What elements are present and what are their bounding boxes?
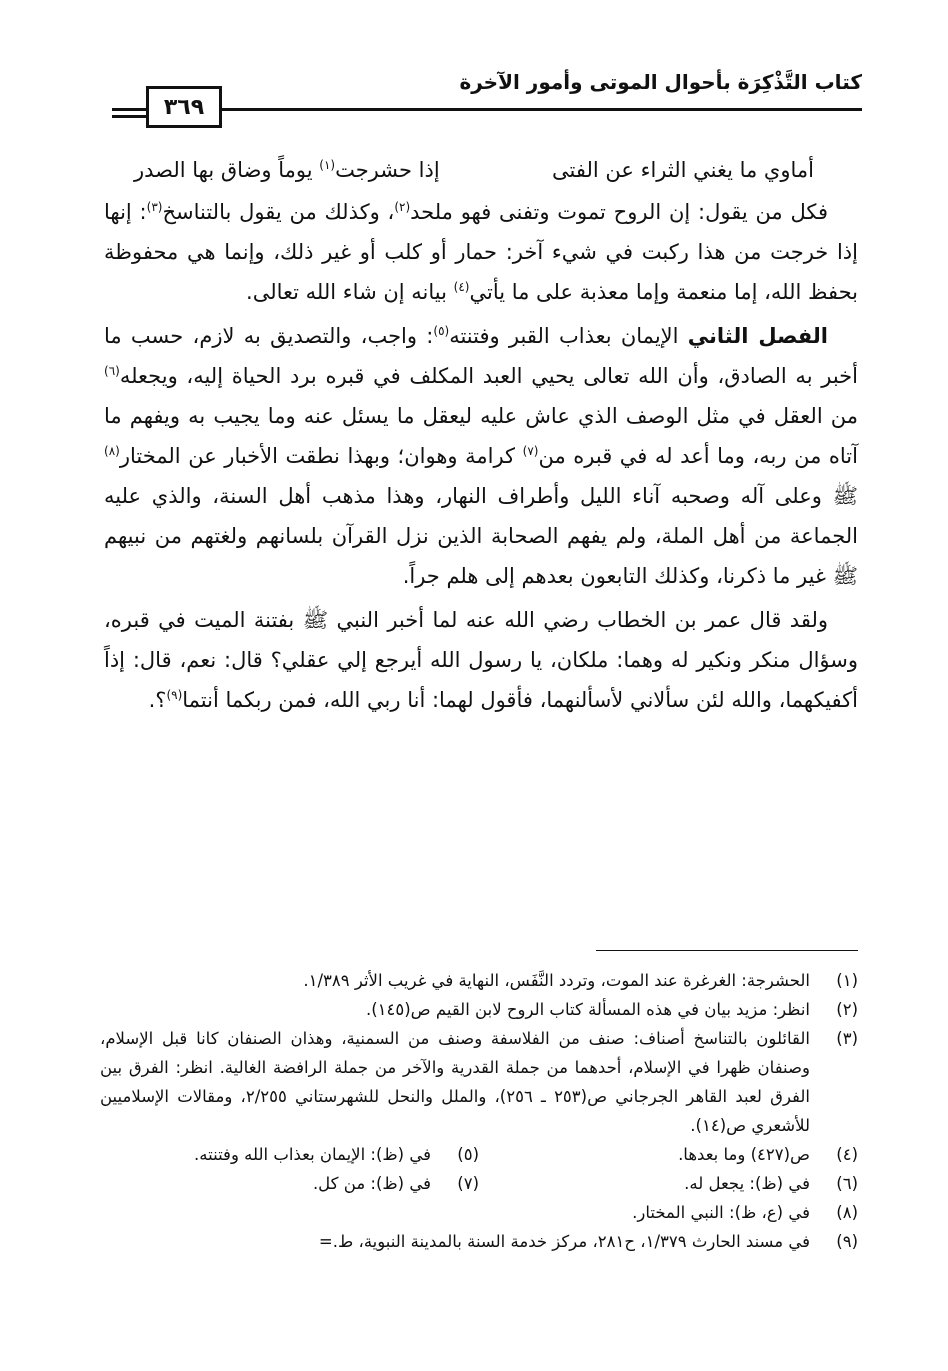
footnote-ref: (٨) [104, 444, 120, 458]
paragraph-soul [104, 192, 858, 312]
poem-verse [104, 150, 858, 190]
text-run: ﷺ وعلى آله وصحبه آناء الليل وأطراف النهار، وهذا مذهب أهل السنة، والذي عليه الجماعة من أهل الملة، ولم يفهم الصحابة الذين نزل القرآن بلسانهم ولغتهم من نبيهم ﷺ غير ما ذكرنا، وكذلك التابعون بعدهم إلى هلم جراً. [104, 484, 858, 588]
text-run: ؟. [148, 688, 167, 712]
text-run: : إنها إذا خرجت من هذا ركبت في شيء آخر: حمار أو كلب أو غير ذلك، وإنما هي محفوظة بحفظ الله، إما منعمة وإما معذبة على ما يأتي [104, 200, 858, 304]
section-heading: الفصل الثاني [687, 324, 828, 348]
footnote-text: في (ظ): الإيمان بعذاب الله وفتنته. [194, 1145, 431, 1164]
footnote [100, 1198, 858, 1227]
footnote [100, 1024, 858, 1140]
running-title: كتاب التَّذْكِرَة بأحوال الموتى وأمور الآخرة [459, 70, 862, 94]
header-rule [112, 108, 862, 111]
text-run: بيانه إن شاء الله تعالى. [246, 280, 454, 304]
footnote [479, 1169, 858, 1198]
footnote-pair [100, 1169, 858, 1198]
footnote-ref: (٥) [433, 324, 450, 338]
footnote-ref: (٢) [394, 200, 411, 214]
footnote-text: في (ظ): من كل. [312, 1174, 431, 1193]
text-run: ولقد قال عمر بن الخطاب رضي الله عنه لما أخبر النبي ﷺ بفتنة الميت في قبره، وسؤال منكر ونكير له وهما: ملكان، يا رسول الله أيرجع إلي عقلي؟ قال: نعم، قال: إذاً أكفيكهما، والله لئن سألاني لأسألنهما، فأقول لهما: أنا ربي الله، فمن ربكما أنتما [104, 608, 858, 712]
footnote-ref: (٩) [166, 688, 183, 702]
footnote-separator [596, 950, 858, 951]
text-run: كرامة وهوان؛ وبهذا نطقت الأخبار عن المختار [119, 444, 523, 468]
footnote-ref: (٣) [146, 200, 163, 214]
verse-second-hemistich [134, 150, 440, 190]
text-run: فكل من يقول: إن الروح تموت وتفنى فهو ملحد [410, 200, 829, 224]
footnote [100, 1227, 858, 1256]
footnote-text: انظر: مزيد بيان في هذه المسألة كتاب الروح لابن القيم ص(١٤٥). [365, 1000, 810, 1019]
footnote [479, 1140, 858, 1169]
footnote [100, 995, 858, 1024]
verse-text: إذا حشرجت [335, 158, 440, 182]
footnote-number: (٢) [836, 1000, 858, 1019]
footnote-ref: (٦) [104, 364, 120, 378]
footnote-pair [100, 1140, 858, 1169]
footnote-text: في مسند الحارث ١/٣٧٩، ح٢٨١، مركز خدمة السنة بالمدينة النبوية، ط.= [318, 1232, 810, 1251]
footnote-number: (٨) [836, 1203, 858, 1222]
paragraph-chapter-two [104, 316, 858, 596]
footnote-text: في (ظ): يجعل له. [684, 1174, 810, 1193]
footnote-ref: (٤) [453, 280, 470, 294]
footnote-text: الحشرجة: الغرغرة عند الموت، وتردد النَّفَس، النهاية في غريب الأثر ١/٣٨٩. [303, 971, 810, 990]
footnote [100, 1169, 479, 1198]
text-run: ، وكذلك من يقول بالتناسخ [162, 200, 395, 224]
verse-first-hemistich: أماوي ما يغني الثراء عن الفتى [552, 158, 814, 182]
footnote [100, 1140, 479, 1169]
footnote-ref: (٧) [522, 444, 539, 458]
page-number: ٣٦٩ [146, 86, 222, 128]
paragraph-umar [104, 600, 858, 720]
footnote-number: (٣) [836, 1029, 858, 1048]
text-run: الإيمان بعذاب القبر وفتنته [449, 324, 688, 348]
footnote-ref: (١) [319, 158, 336, 172]
footnotes [100, 966, 858, 1256]
footnote-text: في (ع، ظ): النبي المختار. [632, 1203, 810, 1222]
footnote-text: ص(٤٢٧) وما بعدها. [678, 1145, 810, 1164]
footnote-number: (١) [836, 971, 858, 990]
footnote-number: (٩) [836, 1232, 858, 1251]
footnote-text: القائلون بالتناسخ أصناف: صنف من الفلاسفة وصنف من السمنية، وهذان الصنفان كانا قبل الإسلام، وصنفان ظهرا في الإسلام، أحدهما من جملة القدرية والآخر من جملة الرافضة الغالية. انظر: الفرق بين الفرق لعبد القاهر الجرجاني ص(٢٥٣ ـ ٢٥٦)، والملل والنحل للشهرستاني ٢/٢٥٥، ومقالات الإسلاميين للأشعري ص(١٤). [100, 1029, 811, 1135]
footnote-number: (٤) [836, 1145, 858, 1164]
verse-text: يوماً وضاق بها الصدر [134, 158, 320, 182]
footnote-number: (٥) [457, 1145, 479, 1164]
text-run: : واجب، والتصديق به لازم، حسب ما أخبر به الصادق، وأن الله تعالى يحيي العبد المكلف في قبره برد الحياة إليه، ويجعله [104, 324, 858, 388]
header-rule-short [112, 115, 148, 118]
text-run: من العقل في مثل الوصف الذي عاش عليه ليعقل ما يسئل عنه وما يجيب به ويفهم ما آتاه من ربه، وما أعد له في قبره من [104, 404, 858, 468]
main-text [104, 150, 858, 724]
footnote-number: (٦) [836, 1174, 858, 1193]
footnote [100, 966, 858, 995]
footnote-number: (٧) [457, 1174, 479, 1193]
